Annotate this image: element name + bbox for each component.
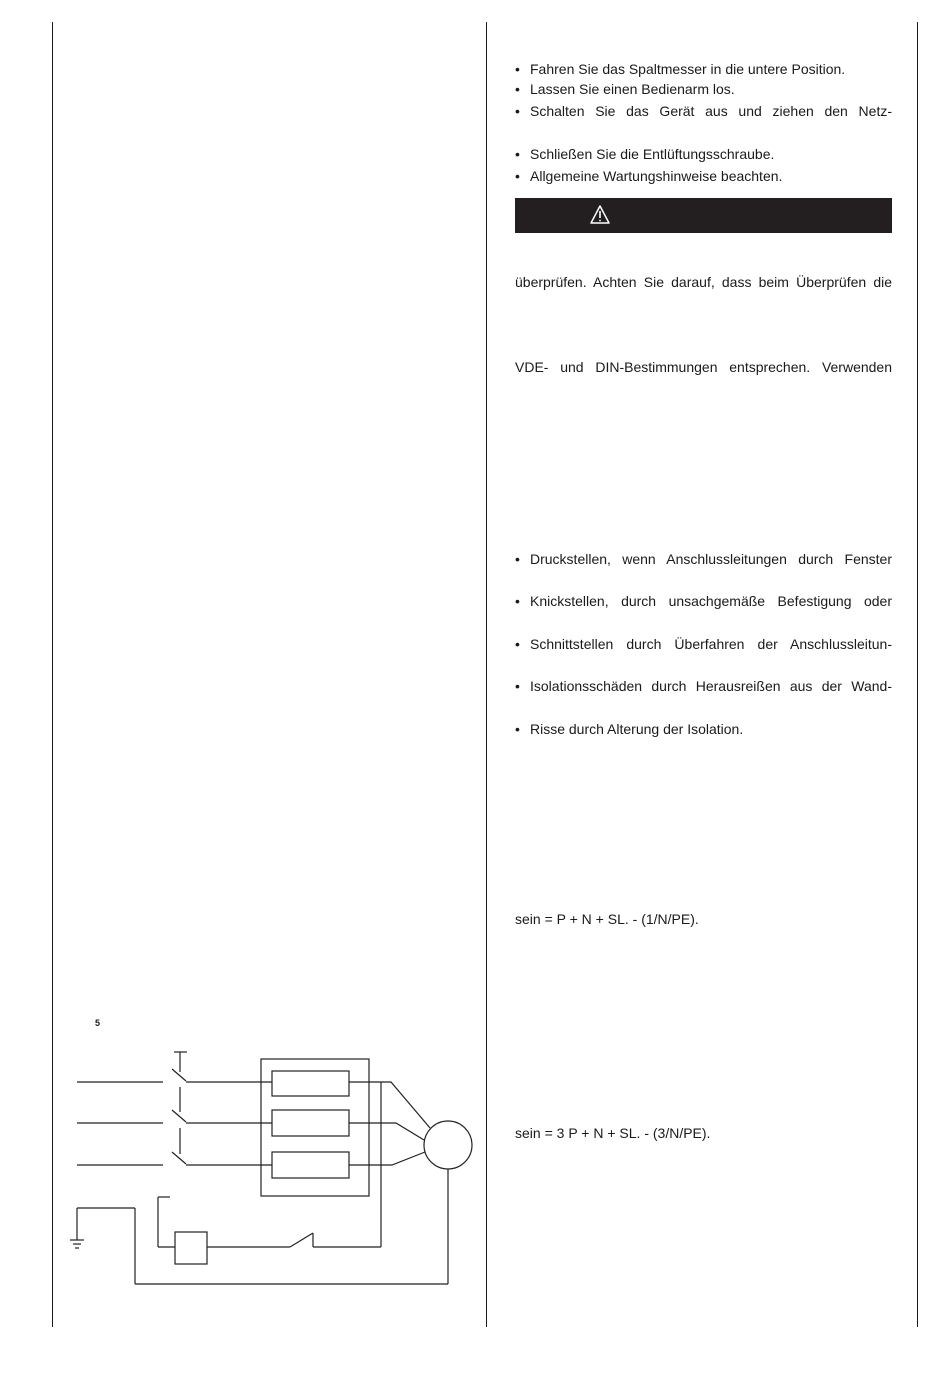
fuse-l1 [272, 1071, 349, 1096]
fuse-l3 [272, 1152, 349, 1178]
bullet: • [515, 61, 520, 77]
list-item [515, 720, 892, 738]
motor-wire-l3 [349, 1152, 425, 1165]
list-item-text: Isolationsschäden durch Herausreißen aus der Wand- [530, 678, 892, 694]
bullet: • [515, 678, 520, 694]
bullet: • [515, 81, 520, 97]
figure-number: 5 [95, 1018, 101, 1028]
list-item [515, 102, 892, 120]
warning-triangle-icon [515, 198, 892, 233]
motor-wire-l2 [349, 1123, 424, 1140]
list-item-text: Fahren Sie das Spaltmesser in die untere Position. [530, 61, 846, 77]
list-item-text: Allgemeine Wartungshinweise beachten. [530, 168, 783, 184]
list-item [515, 550, 892, 568]
warning-exclamation-dot [599, 220, 601, 222]
switch-contact-l2 [172, 1110, 186, 1122]
list-item-text: Druckstellen, wenn Anschlussleitungen durch Fenster [530, 551, 892, 567]
list-item [515, 635, 892, 653]
three-phase-connection-line: sein = 3 P + N + SL. - (3/N/PE). [515, 1125, 711, 1141]
bullet: • [515, 103, 520, 119]
bullet: • [515, 593, 520, 609]
list-item [515, 145, 892, 163]
fuse-l2 [272, 1110, 349, 1136]
list-item-text: Schließen Sie die Entlüftungsschraube. [530, 146, 775, 162]
list-item [515, 167, 892, 185]
switch-contact-l3 [172, 1152, 186, 1164]
bullet: • [515, 146, 520, 162]
circuit-diagram [0, 1000, 486, 1300]
list-item [515, 677, 892, 695]
warning-bar [515, 198, 892, 233]
list-item-text: Lassen Sie einen Bedienarm los. [530, 81, 735, 97]
list-item [515, 592, 892, 610]
bullet: • [515, 168, 520, 184]
right-margin-rule [917, 22, 918, 1327]
list-item-text: Schnittstellen durch Überfahren der Anschlussleitun- [530, 636, 892, 652]
column-divider-rule [486, 22, 487, 1327]
list-item-text: Knickstellen, durch unsachgemäße Befestigung oder [530, 593, 892, 609]
control-switch-contact [290, 1233, 313, 1247]
relay-coil [175, 1232, 207, 1264]
bullet: • [515, 636, 520, 652]
motor-wire-l1 [349, 1082, 430, 1128]
list-item-text: Schalten Sie das Gerät aus und ziehen den Netz- [530, 103, 892, 119]
paragraph-line: überprüfen. Achten Sie darauf, dass beim Überprüfen die [515, 274, 892, 290]
list-item [515, 80, 892, 98]
protection-housing [261, 1059, 369, 1196]
bullet: • [515, 551, 520, 567]
motor-symbol [424, 1121, 472, 1169]
list-item [515, 60, 892, 78]
switch-contact-l1 [172, 1069, 186, 1081]
single-phase-connection-line: sein = P + N + SL. - (1/N/PE). [515, 911, 699, 927]
bullet: • [515, 721, 520, 737]
list-item-text: Risse durch Alterung der Isolation. [530, 721, 744, 737]
paragraph-line: VDE- und DIN-Bestimmungen entsprechen. Verwenden [515, 359, 892, 375]
